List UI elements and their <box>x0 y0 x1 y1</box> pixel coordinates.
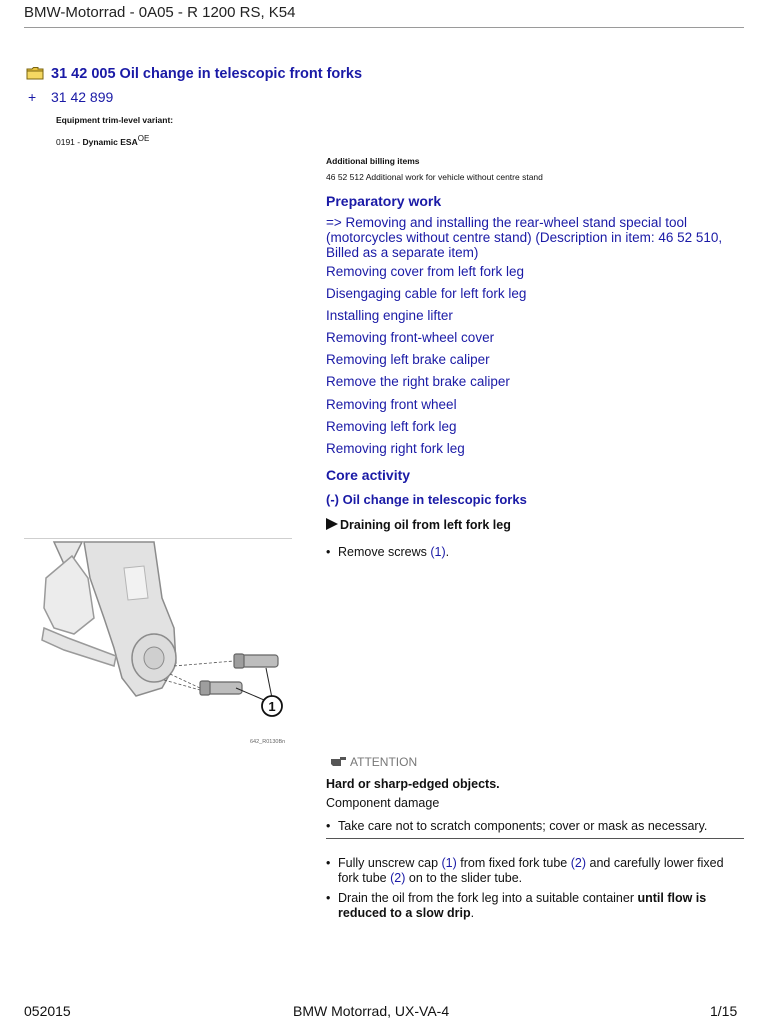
prep-link-right-fork-leg[interactable]: Removing right fork leg <box>326 441 465 456</box>
billing-label: Additional billing items <box>326 156 420 166</box>
footer-page-number: 1/15 <box>710 1003 738 1019</box>
pointing-hand-icon <box>330 756 347 767</box>
s2-d: on to the slider tube. <box>405 871 523 885</box>
prep-link-rear-wheel-stand[interactable]: => Removing and installing the rear-wheel stand special tool (motorcycles without centre stand) (Description in item: 46 52 510, Billed as a separate item) <box>326 215 723 260</box>
step-remove-screws <box>326 545 746 560</box>
step-heading <box>326 518 511 532</box>
bullet-dot: • <box>326 891 331 905</box>
step-heading-text: Draining oil from left fork leg <box>340 518 511 532</box>
figure-code: 642_R0130Bn <box>250 739 286 745</box>
prep-link-left-fork-leg[interactable]: Removing left fork leg <box>326 419 457 434</box>
ref-1-link[interactable]: (1) <box>430 545 446 559</box>
billing-text: 46 52 512 Additional work for vehicle without centre stand <box>326 172 543 182</box>
prep-link-left-brake-caliper[interactable]: Removing left brake caliper <box>326 352 490 367</box>
prep-link-right-brake-caliper[interactable]: Remove the right brake caliper <box>326 374 510 389</box>
related-item-code[interactable]: 31 42 899 <box>51 89 114 105</box>
plus-icon: + <box>28 89 37 105</box>
header-divider <box>24 27 744 28</box>
preparatory-heading: Preparatory work <box>326 193 442 209</box>
attention-instruction-text: Take care not to scratch components; cover or mask as necessary. <box>338 819 708 833</box>
equipment-code: 0191 - <box>56 136 83 147</box>
s3-bold: until flow is reduced to a slow drip <box>338 891 707 920</box>
attention-instruction <box>326 819 746 834</box>
prep-link-disengage-cable[interactable]: Disengaging cable for left fork leg <box>326 286 527 301</box>
attention-divider <box>326 838 744 839</box>
equipment-sup: OE <box>137 134 150 143</box>
prep-link-front-wheel-cover[interactable]: Removing front-wheel cover <box>326 330 495 345</box>
folder-icon <box>26 66 44 80</box>
triangle-bullet-icon <box>326 518 338 530</box>
bullet-dot: • <box>326 856 331 870</box>
s2-b: from fixed fork tube <box>456 856 571 870</box>
prep-link-remove-cover[interactable]: Removing cover from left fork leg <box>326 264 525 279</box>
document-header-title: BMW-Motorrad - 0A05 - R 1200 RS, K54 <box>24 4 296 21</box>
core-activity-heading: Core activity <box>326 467 411 483</box>
consequence-text: Component damage <box>326 796 440 810</box>
attention-label <box>330 755 417 769</box>
s3-a: Drain the oil from the fork leg into a suitable container <box>338 891 638 905</box>
s2-c: and carefully lower fixed fork tube <box>338 856 724 885</box>
fork-leg-illustration <box>24 538 292 750</box>
footer-date-code: 052015 <box>24 1003 71 1019</box>
equipment-value <box>56 134 149 147</box>
s3-end: . <box>470 906 475 920</box>
core-subheading: (-) Oil change in telescopic forks <box>326 492 527 507</box>
step-unscrew-cap <box>326 856 746 886</box>
equipment-label: Equipment trim-level variant: <box>56 115 174 125</box>
ref-1-link[interactable]: (1) <box>441 856 457 870</box>
step1-end: . <box>445 545 450 559</box>
s2-a: Fully unscrew cap <box>338 856 442 870</box>
footer-publisher: BMW Motorrad, UX-VA-4 <box>293 1003 450 1019</box>
equipment-name: Dynamic ESA <box>82 136 138 147</box>
ref-2-link[interactable]: (2) <box>390 871 406 885</box>
bullet-dot: • <box>326 545 331 559</box>
figure-callout-1: 1 <box>268 699 276 714</box>
page-title: 31 42 005 Oil change in telescopic front forks <box>51 66 363 82</box>
step1-text: Remove screws <box>338 545 431 559</box>
step-drain-oil <box>326 891 746 921</box>
prep-link-engine-lifter[interactable]: Installing engine lifter <box>326 308 453 323</box>
bullet-dot: • <box>326 819 331 833</box>
hazard-text: Hard or sharp-edged objects. <box>326 777 500 791</box>
attention-text: ATTENTION <box>350 755 418 769</box>
prep-link-front-wheel[interactable]: Removing front wheel <box>326 397 457 412</box>
ref-2-link[interactable]: (2) <box>570 856 587 870</box>
